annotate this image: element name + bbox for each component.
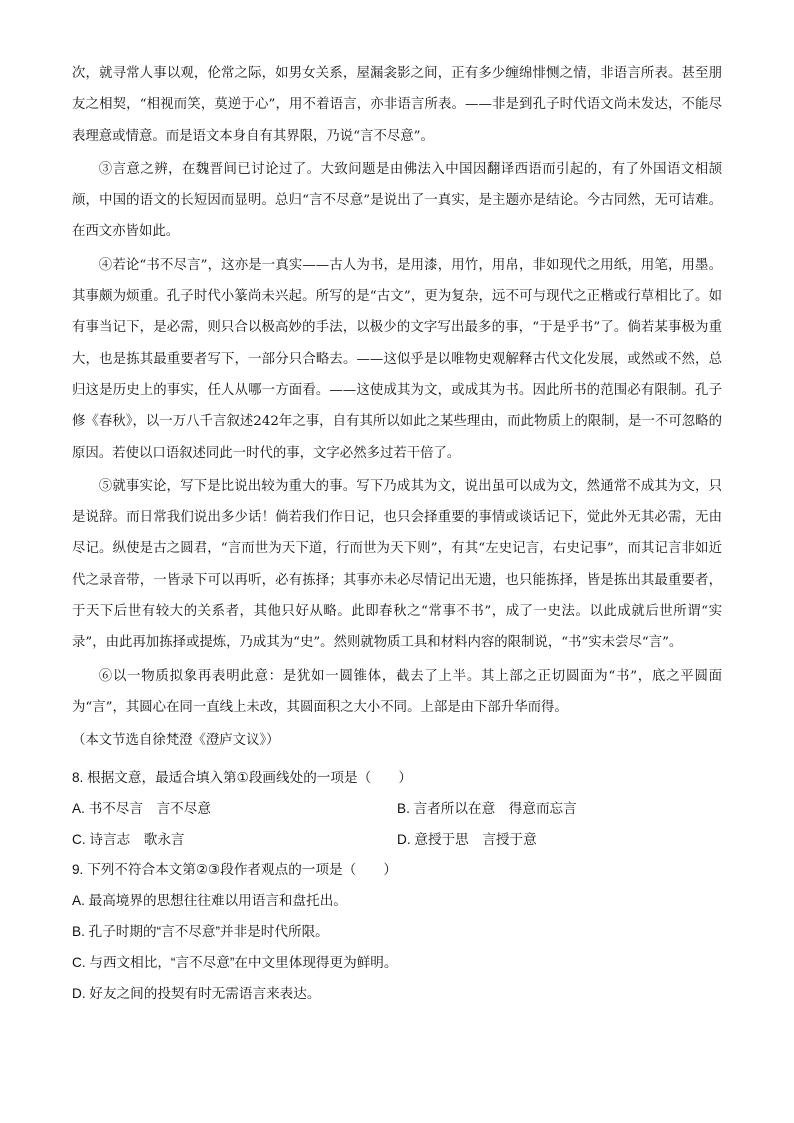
paragraph-continuation: 次，就寻常人事以观，伦常之际，如男女关系，屋漏衾影之间，正有多少缠绵悱恻之情，非语言所表。甚至朋友之相契，“相视而笑，莫逆于心”，用不着语言，亦非语言所表。——非是到孔子时代语文尚未发达，不能尽表理意或情意。而是语文本身自有其界限，乃说“言不尽意”。 xyxy=(72,66,722,144)
questions xyxy=(72,763,722,1009)
question-9-option-d: D. 好友之间的投契有时无需语言来表达。 xyxy=(72,985,321,1001)
document-page xyxy=(72,58,722,1009)
question-8-option-a: A. 书不尽言 言不尽意 xyxy=(72,800,211,816)
question-8-option-c: C. 诗言志 歌永言 xyxy=(72,831,185,847)
question-9-option-a: A. 最高境界的思想往往难以用语言和盘托出。 xyxy=(72,892,347,908)
question-9-option-b: B. 孔子时期的“言不尽意”并非是时代所限。 xyxy=(72,923,329,939)
paragraph-4: ④若论“书不尽言”，这亦是一真实——古人为书，是用漆，用竹，用帛，非如现代之用纸，用笔，用墨。其事颇为烦重。孔子时代小篆尚未兴起。所写的是“古文”，更为复杂，远不可与现代之正楷或行草相比了。如有事当记下，是必需，则只合以极高妙的手法，以极少的文字写出最多的事，“于是乎书”了。倘若某事极为重大，也是拣其最重要者写下，一部分只合略去。——这似乎是以唯物史观解释古代文化发展，或然或不然，总归这是历史上的事实，任人从哪一方面看。——这使成其为文，或成其为书。因此所书的范围必有限制。孔子修《春秋》，以一万八千言叙述242年之事，自有其所以如此之某些理由，而此物质上的限制，是一不可忽略的原因。若使以口语叙述同此一时代的事，文字必然多过若干倍了。 xyxy=(72,257,722,461)
passage xyxy=(72,58,722,757)
passage-source: （本文节选自徐梵澄《澄庐文议》） xyxy=(72,733,280,749)
question-8-options-row-2 xyxy=(72,824,722,855)
paragraph-6: ⑥以一物质拟象再表明此意：是犹如一圆锥体，截去了上半。其上部之正切圆面为“书”，底之平圆面为“言”，其圆心在同一直线上未改，其圆面积之大小不同。上部是由下部升华而得。 xyxy=(72,668,722,715)
question-8-option-b: B. 言者所以在意 得意而忘言 xyxy=(397,800,577,816)
question-9-option-c: C. 与西文相比，“言不尽意”在中文里体现得更为鲜明。 xyxy=(72,954,398,970)
question-8-option-d: D. 意授于思 言授于意 xyxy=(397,831,537,847)
question-8-stem: 8. 根据文意，最适合填入第①段画线处的一项是（ ） xyxy=(72,769,412,785)
paragraph-5: ⑤就事实论，写下是比说出较为重大的事。写下乃成其为文，说出虽可以成为文，然通常不成其为文，只是说辞。而日常我们说出多少话！倘若我们作日记，也只会择重要的事情或谈话记下，觉此外无其必需，无由尽记。纵使是古之圆君，“言而世为天下道，行而世为天下则”，有其“左史记言，右史记事”，而其记言非如近代之录音带，一皆录下可以再听，必有拣择；其事亦未必尽情记出无遗，也只能拣择，皆是拣出其最重要者，于天下后世有较大的关系者，其他只好从略。此即春秋之“常事不书”，成了一史法。以此成就后世所谓“实录”，由此再加拣择或提炼，乃成其为“史”。然则就物质工具和材料内容的限制说，“书”实未尝尽“言”。 xyxy=(72,478,722,651)
paragraph-3: ③言意之辨，在魏晋间已讨论过了。大致问题是由佛法入中国因翻译西语而引起的，有了外国语文相颉颃，中国的语文的长短因而显明。总归“言不尽意”是说出了一真实，是主题亦是结论。今古同然，无可诘难。在西文亦皆如此。 xyxy=(72,161,722,240)
question-8-options-row-1 xyxy=(72,793,722,824)
question-9-stem: 9. 下列不符合本文第②③段作者观点的一项是（ ） xyxy=(72,861,397,877)
